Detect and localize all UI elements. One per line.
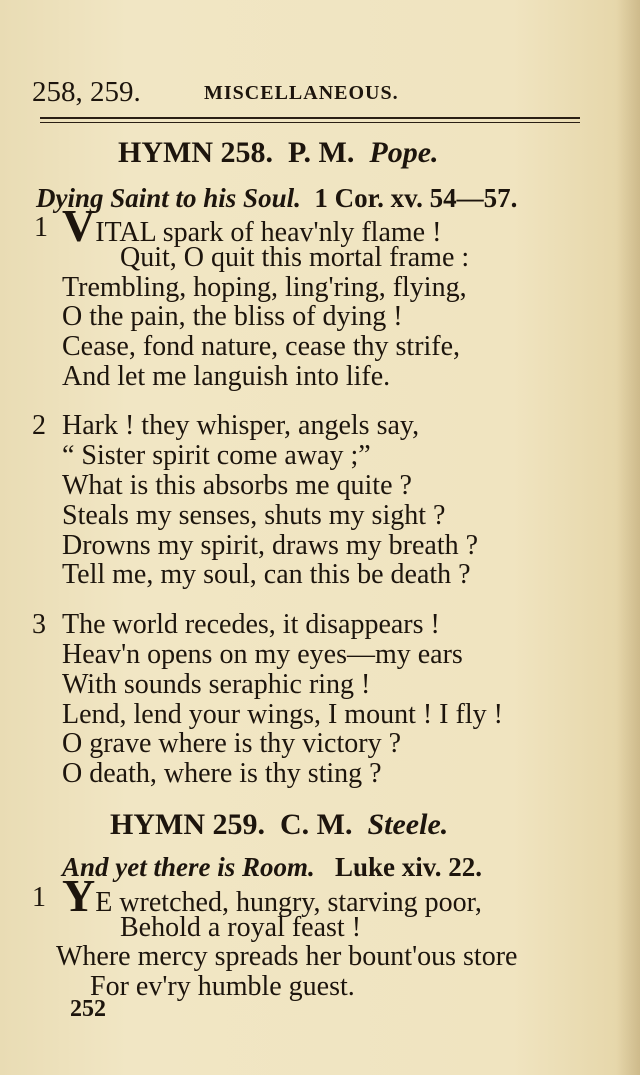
verse-line-text: E wretched, hungry, starving poor,	[95, 887, 482, 918]
subtitle-text: And yet there is Room.	[62, 852, 315, 882]
drop-cap: V	[62, 200, 96, 251]
hymn-258-subtitle	[36, 183, 517, 214]
verse-line: Tell me, my soul, can this be death ?	[62, 559, 471, 590]
hymn-meter: P. M.	[287, 136, 355, 169]
hymn-author: Pope.	[369, 136, 439, 169]
scripture-reference: Luke xiv. 22.	[335, 852, 483, 882]
hymn-meter: C. M.	[279, 808, 353, 841]
header-rule-thin	[40, 122, 580, 123]
verse-number: 3	[32, 609, 46, 640]
verse-line: With sounds seraphic ring !	[62, 669, 371, 700]
verse-line: “ Sister spirit come away ;”	[62, 440, 371, 471]
verse-line: Steals my senses, shuts my sight ?	[62, 500, 446, 531]
hymn-258-heading	[118, 136, 439, 170]
verse-line: Quit, O quit this mortal frame :	[120, 242, 470, 273]
verse-line: O the pain, the bliss of dying !	[62, 301, 403, 332]
verse-line: O grave where is thy victory ?	[62, 728, 401, 759]
hymn-author: Steele.	[367, 808, 449, 841]
verse-line-text: ITAL spark of heav'nly flame !	[95, 217, 442, 248]
verse-line: Where mercy spreads her bount'ous store	[56, 941, 518, 972]
hymn-number: HYMN 259.	[110, 808, 265, 841]
verse-line: Lend, lend your wings, I mount ! I fly !	[62, 699, 503, 730]
verse-line: O death, where is thy sting ?	[62, 758, 382, 789]
page-range: 258, 259.	[32, 76, 141, 108]
verse-line: Cease, fond nature, cease thy strife,	[62, 331, 461, 362]
hymn-259-heading	[110, 808, 448, 842]
subtitle-text: Dying Saint to his Soul.	[36, 183, 301, 213]
scripture-reference: 1 Cor. xv. 54—57.	[314, 183, 518, 213]
verse-line: Trembling, hoping, ling'ring, flying,	[62, 272, 467, 303]
section-title: MISCELLANEOUS.	[204, 82, 399, 104]
hymn-259-subtitle	[62, 852, 482, 883]
page-edge-shadow	[616, 0, 640, 1075]
verse-line: The world recedes, it disappears !	[62, 609, 440, 640]
hymn-number: HYMN 258.	[118, 136, 273, 169]
header-rule	[40, 117, 580, 119]
drop-cap: Y	[62, 870, 96, 921]
verse-number: 1	[32, 882, 46, 913]
verse-line: For ev'ry humble guest.	[90, 971, 355, 1002]
verse-line: Drowns my spirit, draws my breath ?	[62, 530, 479, 561]
verse-line: What is this absorbs me quite ?	[62, 470, 412, 501]
verse-line: Hark ! they whisper, angels say,	[62, 410, 420, 441]
running-head	[32, 76, 592, 110]
verse-number: 1	[34, 212, 48, 243]
verse-number: 2	[32, 410, 46, 441]
page-number: 252	[70, 996, 106, 1022]
verse-line: Behold a royal feast !	[120, 912, 362, 943]
verse-line: And let me languish into life.	[62, 361, 391, 392]
verse-line: Heav'n opens on my eyes—my ears	[62, 639, 463, 670]
